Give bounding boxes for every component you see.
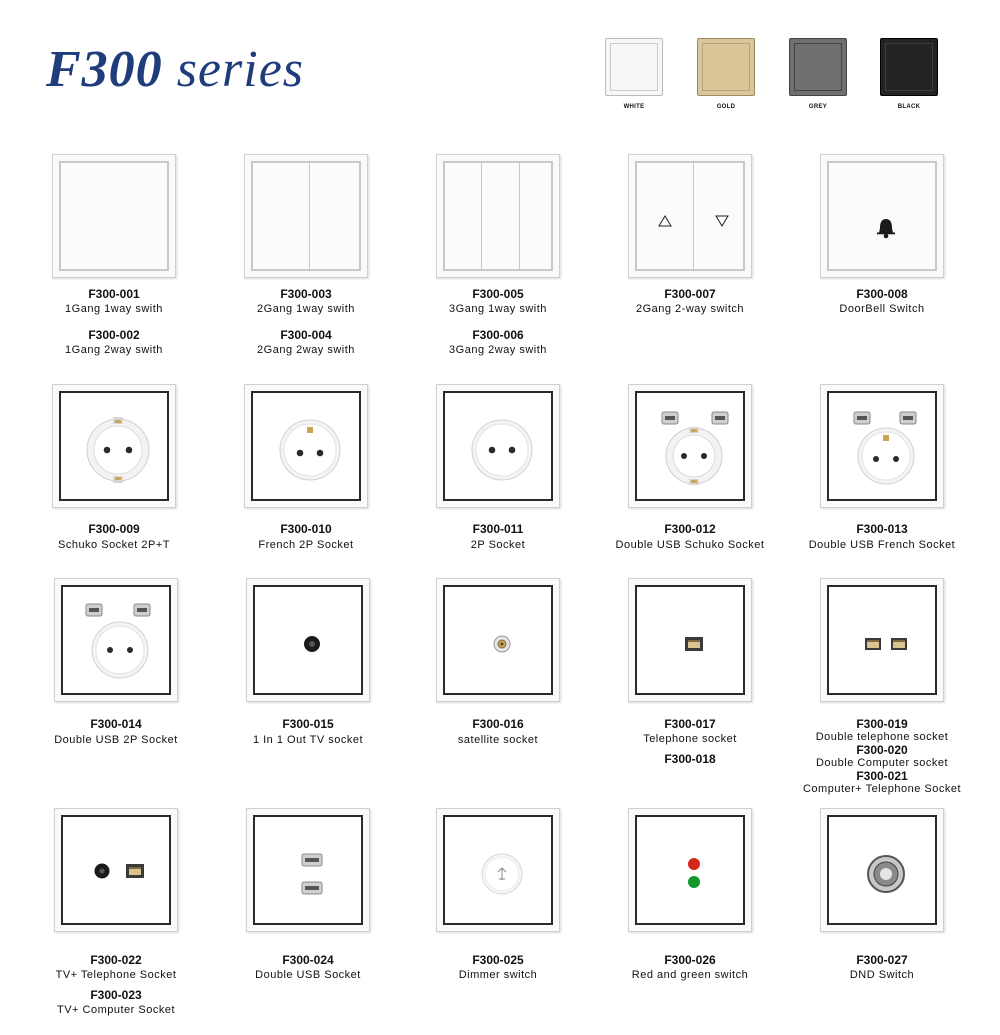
socket-plate xyxy=(52,384,176,508)
switch-plate xyxy=(628,154,752,278)
rj-port-icon xyxy=(125,863,145,879)
socket-plate xyxy=(246,808,370,932)
product-desc: Double Computer socket xyxy=(815,757,949,769)
product-code: F300-008 xyxy=(856,287,908,301)
finish-swatch-grey xyxy=(789,38,847,96)
french-socket-icon xyxy=(855,425,917,487)
finish-label-gold: GOLD xyxy=(716,104,736,110)
switch-plate xyxy=(820,154,944,278)
product-desc: Double USB Schuko Socket xyxy=(615,539,765,551)
finish-swatch-white xyxy=(605,38,663,96)
product-code: F300-020 xyxy=(856,743,908,757)
green-indicator-icon xyxy=(687,875,701,889)
socket-plate xyxy=(436,384,560,508)
product-code: F300-017 xyxy=(664,717,716,731)
product-code: F300-022 xyxy=(90,953,142,967)
product-desc: 1 In 1 Out TV socket xyxy=(252,734,364,746)
socket-plate xyxy=(436,578,560,702)
product-code: F300-003 xyxy=(280,287,332,301)
socket-plate xyxy=(246,578,370,702)
product-code: F300-011 xyxy=(472,522,524,536)
socket-plate xyxy=(820,578,944,702)
tv-socket-icon xyxy=(93,862,111,880)
socket-plate xyxy=(54,578,178,702)
product-code: F300-026 xyxy=(664,953,716,967)
product-code: F300-014 xyxy=(90,717,142,731)
product-code: F300-021 xyxy=(856,769,908,783)
product-desc: Computer+ Telephone Socket xyxy=(802,783,962,795)
socket-plate xyxy=(628,578,752,702)
rj-port-icon xyxy=(890,637,908,651)
product-desc: 3Gang 1way swith xyxy=(449,303,547,315)
product-code: F300-024 xyxy=(282,953,334,967)
usb-port-icon xyxy=(899,411,917,425)
rj-port-icon xyxy=(684,636,704,652)
usb-port-icon xyxy=(853,411,871,425)
series-model: F300 xyxy=(46,41,163,98)
product-desc: Schuko Socket 2P+T xyxy=(57,539,171,551)
product-desc: French 2P Socket xyxy=(258,539,354,551)
product-desc: 1Gang 2way swith xyxy=(65,344,163,356)
product-desc: Double USB French Socket xyxy=(808,539,956,551)
tv-socket-icon xyxy=(302,634,322,654)
finish-label-black: BLACK xyxy=(897,104,921,110)
usb-port-icon xyxy=(661,411,679,425)
finish-swatch-gold xyxy=(697,38,755,96)
red-indicator-icon xyxy=(687,857,701,871)
product-code: F300-010 xyxy=(280,522,332,536)
finish-label-white: WHITE xyxy=(623,104,645,110)
product-desc: Double USB Socket xyxy=(255,969,361,981)
product-desc: Dimmer switch xyxy=(458,969,538,981)
up-arrow-icon xyxy=(658,215,672,227)
switch-plate xyxy=(52,154,176,278)
product-desc: TV+ Telephone Socket xyxy=(55,969,177,981)
product-desc: DoorBell Switch xyxy=(839,303,925,315)
switch-plate xyxy=(436,808,560,932)
product-code: F300-012 xyxy=(664,522,716,536)
product-desc: satellite socket xyxy=(457,734,539,746)
product-desc: DND Switch xyxy=(849,969,915,981)
rj-port-icon xyxy=(864,637,882,651)
dimmer-knob-icon xyxy=(480,852,524,896)
product-code: F300-002 xyxy=(88,328,140,342)
product-desc: 2Gang 1way swith xyxy=(257,303,355,315)
product-code: F300-018 xyxy=(664,752,716,766)
satellite-socket-icon xyxy=(492,634,512,654)
product-desc: 2Gang 2way swith xyxy=(257,344,355,356)
switch-plate xyxy=(820,808,944,932)
french-socket-icon xyxy=(275,415,345,485)
product-desc: 2Gang 2-way switch xyxy=(635,303,745,315)
product-desc: 2P Socket xyxy=(470,539,526,551)
socket-plate xyxy=(54,808,178,932)
switch-plate xyxy=(628,808,752,932)
socket-plate xyxy=(628,384,752,508)
usb-port-icon xyxy=(301,881,323,895)
schuko-socket-icon xyxy=(83,415,153,485)
usb-port-icon xyxy=(301,853,323,867)
product-code: F300-007 xyxy=(664,287,716,301)
product-code: F300-027 xyxy=(856,953,908,967)
2p-socket-icon xyxy=(89,619,151,681)
product-desc: Red and green switch xyxy=(631,969,749,981)
product-code: F300-023 xyxy=(90,988,142,1002)
product-code: F300-015 xyxy=(282,717,334,731)
page-title xyxy=(46,40,304,99)
product-code: F300-009 xyxy=(88,522,140,536)
product-desc: Double USB 2P Socket xyxy=(54,734,178,746)
product-desc: 3Gang 2way swith xyxy=(449,344,547,356)
product-code: F300-005 xyxy=(472,287,524,301)
product-desc: 1Gang 1way swith xyxy=(65,303,163,315)
usb-port-icon xyxy=(711,411,729,425)
2p-socket-icon xyxy=(467,415,537,485)
bell-icon xyxy=(875,217,897,239)
product-desc: Double telephone socket xyxy=(815,731,949,743)
product-code: F300-004 xyxy=(280,328,332,342)
finish-label-grey: GREY xyxy=(808,104,828,110)
product-code: F300-025 xyxy=(472,953,524,967)
finish-swatch-black xyxy=(880,38,938,96)
product-code: F300-016 xyxy=(472,717,524,731)
dnd-button-icon xyxy=(866,854,906,894)
usb-port-icon xyxy=(85,603,103,617)
schuko-socket-icon xyxy=(663,425,725,487)
product-code: F300-001 xyxy=(88,287,140,301)
series-word: series xyxy=(176,41,305,98)
switch-plate xyxy=(436,154,560,278)
product-code: F300-006 xyxy=(472,328,524,342)
down-arrow-icon xyxy=(715,215,729,227)
product-desc: Telephone socket xyxy=(643,733,737,745)
product-code: F300-013 xyxy=(856,522,908,536)
usb-port-icon xyxy=(133,603,151,617)
product-code: F300-019 xyxy=(856,717,908,731)
product-desc: TV+ Computer Socket xyxy=(56,1004,176,1016)
socket-plate xyxy=(820,384,944,508)
socket-plate xyxy=(244,384,368,508)
switch-plate xyxy=(244,154,368,278)
